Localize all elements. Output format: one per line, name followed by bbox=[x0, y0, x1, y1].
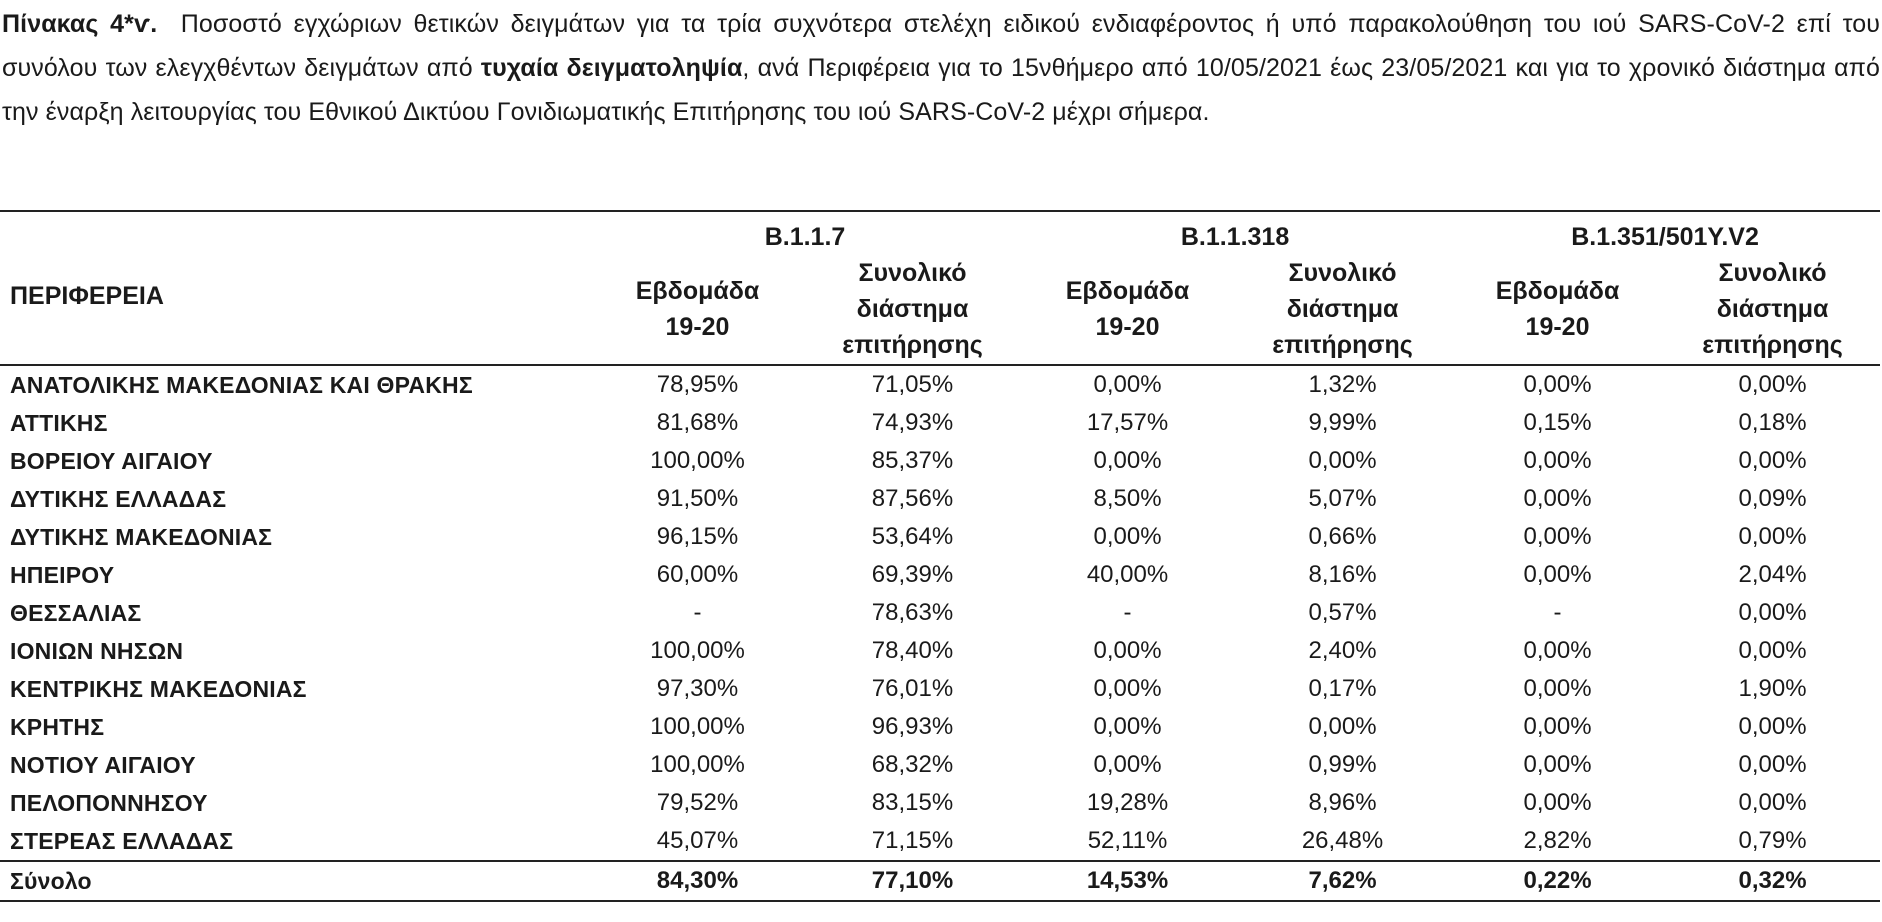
value-cell: 1,32% bbox=[1308, 371, 1377, 398]
value-cell: 0,00% bbox=[1523, 447, 1592, 474]
value-cell: 78,95% bbox=[656, 371, 739, 398]
region-cell: ΠΕΛΟΠΟΝΝΗΣΟΥ bbox=[10, 790, 208, 816]
value-cell: 8,16% bbox=[1308, 561, 1377, 588]
region-cell: ΚΕΝΤΡΙΚΗΣ ΜΑΚΕΔΟΝΙΑΣ bbox=[10, 676, 307, 702]
value-cell: 17,57% bbox=[1086, 409, 1169, 436]
value-cell: 0,15% bbox=[1523, 409, 1592, 436]
value-cell: 78,40% bbox=[871, 637, 954, 664]
region-cell: ΙΟΝΙΩΝ ΝΗΣΩΝ bbox=[10, 638, 184, 664]
value-cell: 0,00% bbox=[1523, 371, 1592, 398]
table-row bbox=[0, 632, 1880, 670]
caption-text-end: , ανά Περιφέρεια για το 15νθήμερο από 10/05/2021 έως 23/05/2021 και για το χρονικό διάστημα από την έναρξη λειτουργίας του Εθνικού Δικτύου Γονιδιωματικής Επιτήρησης του ιού SARS-CoV-2 μέχρι σήμερα. bbox=[2, 54, 1880, 126]
value-cell: 9,99% bbox=[1308, 409, 1377, 436]
value-cell: 71,05% bbox=[871, 371, 954, 398]
table-caption bbox=[2, 2, 1880, 134]
table-row bbox=[0, 518, 1880, 556]
value-cell: 0,00% bbox=[1308, 447, 1377, 474]
value-cell: 2,04% bbox=[1738, 561, 1807, 588]
value-cell: 0,00% bbox=[1523, 637, 1592, 664]
value-cell: 97,30% bbox=[656, 675, 739, 702]
value-cell: 0,00% bbox=[1738, 599, 1807, 626]
variants-table bbox=[0, 210, 1880, 902]
group-header-b11318: B.1.1.318 bbox=[1020, 211, 1450, 254]
region-cell: ΒΟΡΕΙΟΥ ΑΙΓΑΙΟΥ bbox=[10, 448, 213, 474]
value-cell: 0,00% bbox=[1093, 447, 1162, 474]
value-cell: 1,90% bbox=[1738, 675, 1807, 702]
value-cell: 19,28% bbox=[1086, 789, 1169, 816]
value-cell: 0,00% bbox=[1738, 447, 1807, 474]
value-cell: 0,09% bbox=[1738, 485, 1807, 512]
sub-header-week: Εβδομάδα 19-20 bbox=[1020, 254, 1235, 365]
value-cell: 0,18% bbox=[1738, 409, 1807, 436]
value-cell: 76,01% bbox=[871, 675, 954, 702]
value-cell: 100,00% bbox=[650, 713, 745, 740]
table-row bbox=[0, 784, 1880, 822]
group-header-row bbox=[0, 211, 1880, 254]
value-cell: 0,00% bbox=[1738, 523, 1807, 550]
value-cell: 7,62% bbox=[1235, 861, 1450, 901]
value-cell: - bbox=[1123, 599, 1132, 626]
region-cell: ΑΤΤΙΚΗΣ bbox=[10, 410, 108, 436]
value-cell: 8,50% bbox=[1093, 485, 1162, 512]
region-cell: ΝΟΤΙΟΥ ΑΙΓΑΙΟΥ bbox=[10, 752, 196, 778]
value-cell: 8,96% bbox=[1308, 789, 1377, 816]
table-row bbox=[0, 480, 1880, 518]
value-cell: 85,37% bbox=[871, 447, 954, 474]
sub-header-total-period: Συνολικό διάστημα επιτήρησης bbox=[805, 254, 1020, 365]
value-cell: 0,00% bbox=[1523, 561, 1592, 588]
variants-table-container bbox=[0, 210, 1882, 902]
value-cell: 14,53% bbox=[1020, 861, 1235, 901]
region-cell: ΔΥΤΙΚΗΣ ΕΛΛΑΔΑΣ bbox=[10, 486, 227, 512]
table-row bbox=[0, 670, 1880, 708]
table-row bbox=[0, 365, 1880, 404]
group-header-b117: B.1.1.7 bbox=[590, 211, 1020, 254]
sub-header-total-period: Συνολικό διάστημα επιτήρησης bbox=[1665, 254, 1880, 365]
value-cell: 0,00% bbox=[1738, 713, 1807, 740]
value-cell: 45,07% bbox=[656, 827, 739, 854]
value-cell: 60,00% bbox=[656, 561, 739, 588]
value-cell: 100,00% bbox=[650, 447, 745, 474]
value-cell: 79,52% bbox=[656, 789, 739, 816]
value-cell: 77,10% bbox=[805, 861, 1020, 901]
value-cell: 0,32% bbox=[1665, 861, 1880, 901]
value-cell: 0,66% bbox=[1308, 523, 1377, 550]
value-cell: 0,00% bbox=[1523, 751, 1592, 778]
value-cell: 71,15% bbox=[871, 827, 954, 854]
table-row bbox=[0, 404, 1880, 442]
region-column-header: ΠΕΡΙΦΕΡΕΙΑ bbox=[0, 211, 590, 365]
region-cell: ΚΡΗΤΗΣ bbox=[10, 714, 105, 740]
value-cell: 100,00% bbox=[650, 751, 745, 778]
region-cell: ΗΠΕΙΡΟΥ bbox=[10, 562, 115, 588]
value-cell: 0,00% bbox=[1523, 713, 1592, 740]
value-cell: 0,00% bbox=[1523, 789, 1592, 816]
caption-label: Πίνακας 4*ѵ. bbox=[2, 10, 158, 38]
value-cell: 81,68% bbox=[656, 409, 739, 436]
region-cell: ΘΕΣΣΑΛΙΑΣ bbox=[10, 600, 142, 626]
value-cell: 74,93% bbox=[871, 409, 954, 436]
value-cell: 100,00% bbox=[650, 637, 745, 664]
value-cell: 0,17% bbox=[1308, 675, 1377, 702]
value-cell: 91,50% bbox=[656, 485, 739, 512]
table-row bbox=[0, 442, 1880, 480]
value-cell: 26,48% bbox=[1301, 827, 1384, 854]
value-cell: 0,00% bbox=[1093, 523, 1162, 550]
caption-bold-text: τυχαία δειγματοληψία bbox=[480, 54, 743, 82]
value-cell: 0,00% bbox=[1523, 675, 1592, 702]
value-cell: 52,11% bbox=[1087, 827, 1168, 854]
value-cell: 40,00% bbox=[1086, 561, 1169, 588]
value-cell: 53,64% bbox=[871, 523, 954, 550]
group-header-b1351: B.1.351/501Y.V2 bbox=[1450, 211, 1880, 254]
value-cell: 0,00% bbox=[1523, 485, 1592, 512]
value-cell: 0,00% bbox=[1093, 637, 1162, 664]
value-cell: 0,00% bbox=[1093, 751, 1162, 778]
value-cell: 0,00% bbox=[1738, 371, 1807, 398]
value-cell: 0,00% bbox=[1308, 713, 1377, 740]
table-row bbox=[0, 822, 1880, 861]
value-cell: 0,00% bbox=[1093, 371, 1162, 398]
region-cell: ΣΤΕΡΕΑΣ ΕΛΛΑΔΑΣ bbox=[10, 828, 234, 854]
table-total-row bbox=[0, 861, 1880, 901]
value-cell: 0,99% bbox=[1308, 751, 1377, 778]
table-row bbox=[0, 556, 1880, 594]
value-cell: - bbox=[1553, 599, 1562, 626]
value-cell: 0,57% bbox=[1308, 599, 1377, 626]
table-body bbox=[0, 365, 1880, 901]
value-cell: 87,56% bbox=[871, 485, 954, 512]
value-cell: 68,32% bbox=[871, 751, 954, 778]
sub-header-total-period: Συνολικό διάστημα επιτήρησης bbox=[1235, 254, 1450, 365]
value-cell: 83,15% bbox=[871, 789, 954, 816]
value-cell: 0,22% bbox=[1450, 861, 1665, 901]
sub-header-week: Εβδομάδα 19-20 bbox=[1450, 254, 1665, 365]
value-cell: 0,00% bbox=[1738, 789, 1807, 816]
value-cell: 0,00% bbox=[1738, 751, 1807, 778]
sub-header-week: Εβδομάδα 19-20 bbox=[590, 254, 805, 365]
value-cell: 0,79% bbox=[1738, 827, 1807, 854]
table-row bbox=[0, 746, 1880, 784]
value-cell: 0,00% bbox=[1523, 523, 1592, 550]
value-cell: 84,30% bbox=[590, 861, 805, 901]
total-label: Σύνολο bbox=[0, 861, 590, 901]
value-cell: 96,15% bbox=[656, 523, 739, 550]
caption-text: Ποσοστό εγχώριων θετικών δειγμάτων για τα τρία συχνότερα στελέχη ειδικού ενδιαφέροντος ή υπό παρακολούθηση του ιού SARS-CoV-2 επί του συνόλου των ελεγχθέντων δειγμάτων από bbox=[2, 10, 1881, 82]
value-cell: 0,00% bbox=[1093, 713, 1162, 740]
value-cell: 78,63% bbox=[871, 599, 954, 626]
value-cell: - bbox=[693, 599, 702, 626]
value-cell: 2,40% bbox=[1308, 637, 1377, 664]
region-cell: ΔΥΤΙΚΗΣ ΜΑΚΕΔΟΝΙΑΣ bbox=[10, 524, 273, 550]
value-cell: 96,93% bbox=[871, 713, 954, 740]
value-cell: 5,07% bbox=[1308, 485, 1377, 512]
value-cell: 0,00% bbox=[1738, 637, 1807, 664]
value-cell: 2,82% bbox=[1523, 827, 1592, 854]
table-row bbox=[0, 708, 1880, 746]
region-cell: ΑΝΑΤΟΛΙΚΗΣ ΜΑΚΕΔΟΝΙΑΣ ΚΑΙ ΘΡΑΚΗΣ bbox=[10, 372, 473, 398]
table-row bbox=[0, 594, 1880, 632]
value-cell: 69,39% bbox=[871, 561, 954, 588]
value-cell: 0,00% bbox=[1093, 675, 1162, 702]
